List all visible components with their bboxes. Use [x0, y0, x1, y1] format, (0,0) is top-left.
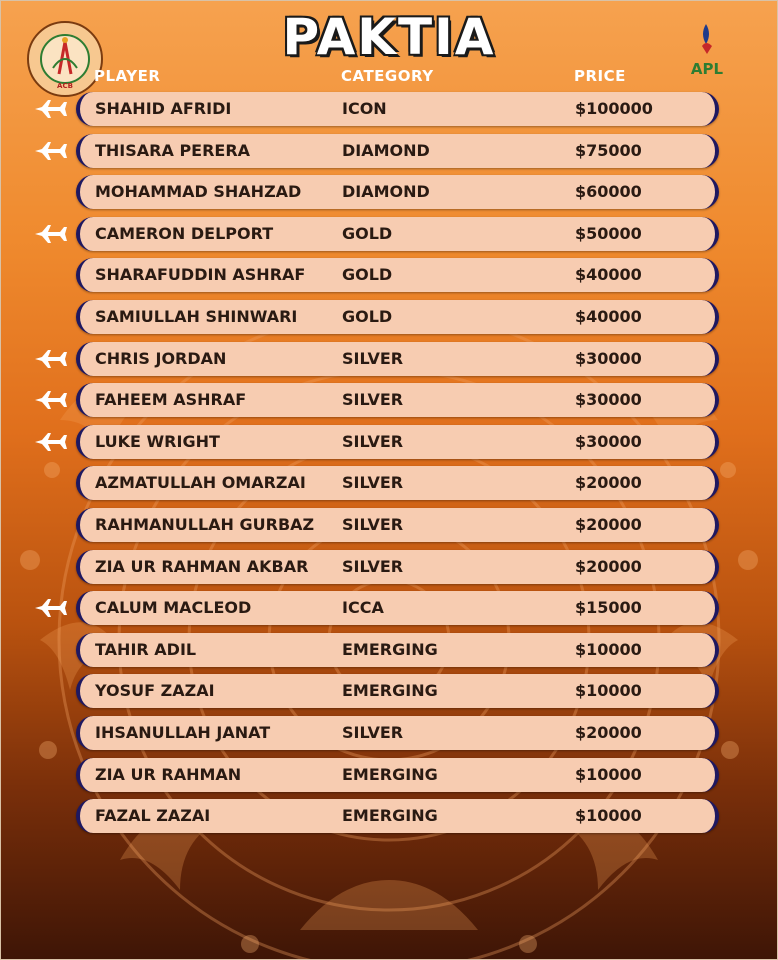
player-price: $100000 [575, 99, 653, 118]
player-category: DIAMOND [342, 182, 430, 201]
player-category: EMERGING [342, 681, 438, 700]
table-row [76, 758, 719, 792]
player-price: $10000 [575, 681, 642, 700]
airplane-icon [34, 349, 68, 369]
player-name: SAMIULLAH SHINWARI [95, 307, 298, 326]
player-category: SILVER [342, 390, 404, 409]
player-name: CAMERON DELPORT [95, 224, 274, 243]
airplane-icon [34, 224, 68, 244]
player-category: SILVER [342, 515, 404, 534]
table-row [76, 799, 719, 833]
player-name: LUKE WRIGHT [95, 432, 220, 451]
player-price: $30000 [575, 349, 642, 368]
table-row [76, 175, 719, 209]
table-row [76, 508, 719, 542]
player-category: SILVER [342, 723, 404, 742]
player-category: GOLD [342, 224, 393, 243]
player-name: AZMATULLAH OMARZAI [95, 473, 306, 492]
player-name: ZIA UR RAHMAN [95, 765, 242, 784]
table-row [76, 550, 719, 584]
player-price: $10000 [575, 806, 642, 825]
table-row [76, 674, 719, 708]
player-price: $50000 [575, 224, 642, 243]
table-row [76, 383, 719, 417]
player-category: EMERGING [342, 640, 438, 659]
player-category: GOLD [342, 307, 393, 326]
player-name: CALUM MACLEOD [95, 598, 252, 617]
table-row [76, 300, 719, 334]
table-row [76, 591, 719, 625]
player-price: $60000 [575, 182, 642, 201]
player-price: $10000 [575, 765, 642, 784]
player-category: ICCA [342, 598, 384, 617]
player-category: GOLD [342, 265, 393, 284]
header-price: PRICE [574, 67, 626, 85]
player-name: YOSUF ZAZAI [95, 681, 215, 700]
player-category: EMERGING [342, 806, 438, 825]
airplane-icon [34, 432, 68, 452]
player-price: $15000 [575, 598, 642, 617]
table-row [76, 258, 719, 292]
table-row [76, 633, 719, 667]
player-price: $20000 [575, 723, 642, 742]
table-row [76, 92, 719, 126]
player-category: SILVER [342, 473, 404, 492]
player-price: $20000 [575, 473, 642, 492]
player-category: SILVER [342, 432, 404, 451]
header-category: CATEGORY [341, 67, 434, 85]
player-name: FAZAL ZAZAI [95, 806, 211, 825]
airplane-icon [34, 390, 68, 410]
table-row [76, 217, 719, 251]
table-row [76, 425, 719, 459]
airplane-icon [34, 598, 68, 618]
player-name: MOHAMMAD SHAHZAD [95, 182, 302, 201]
table-row [76, 716, 719, 750]
apl-label: APL [690, 60, 724, 78]
player-category: ICON [342, 99, 387, 118]
player-name: SHAHID AFRIDI [95, 99, 232, 118]
player-name: CHRIS JORDAN [95, 349, 227, 368]
player-price: $40000 [575, 307, 642, 326]
table-row [76, 134, 719, 168]
header-player: PLAYER [94, 67, 161, 85]
player-name: SHARAFUDDIN ASHRAF [95, 265, 306, 284]
player-price: $30000 [575, 390, 642, 409]
airplane-icon [34, 99, 68, 119]
player-price: $40000 [575, 265, 642, 284]
player-category: SILVER [342, 349, 404, 368]
player-price: $20000 [575, 557, 642, 576]
player-category: EMERGING [342, 765, 438, 784]
player-price: $20000 [575, 515, 642, 534]
player-name: FAHEEM ASHRAF [95, 390, 247, 409]
player-name: THISARA PERERA [95, 141, 251, 160]
acb-label: ACB [57, 82, 73, 90]
player-name: IHSANULLAH JANAT [95, 723, 271, 742]
team-title: PAKTIA [282, 8, 496, 66]
player-price: $10000 [575, 640, 642, 659]
airplane-icon [34, 141, 68, 161]
player-category: DIAMOND [342, 141, 430, 160]
player-name: RAHMANULLAH GURBAZ [95, 515, 315, 534]
player-price: $30000 [575, 432, 642, 451]
player-category: SILVER [342, 557, 404, 576]
player-name: TAHIR ADIL [95, 640, 197, 659]
table-row [76, 466, 719, 500]
player-name: ZIA UR RAHMAN AKBAR [95, 557, 309, 576]
player-price: $75000 [575, 141, 642, 160]
table-row [76, 342, 719, 376]
